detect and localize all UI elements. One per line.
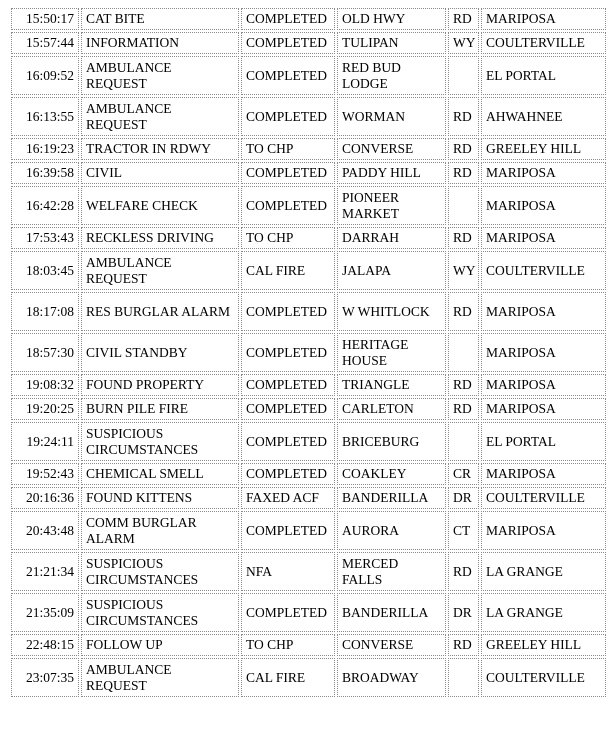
call-status: COMPLETED [241,422,335,461]
call-time: 21:21:34 [11,552,79,591]
call-status: TO CHP [241,138,335,160]
call-time: 23:07:35 [11,658,79,697]
call-type: BURN PILE FIRE [81,398,239,420]
table-row [11,487,606,509]
table-row [11,422,606,461]
call-street: BROADWAY [337,658,446,697]
call-street: CARLETON [337,398,446,420]
table-row [11,658,606,697]
call-type: WELFARE CHECK [81,186,239,225]
table-row [11,97,606,136]
call-type: AMBULANCE REQUEST [81,97,239,136]
call-type: CIVIL [81,162,239,184]
call-city: COULTERVILLE [481,487,606,509]
table-row [11,186,606,225]
call-street: CONVERSE [337,138,446,160]
table-row [11,162,606,184]
street-suffix: DR [448,593,479,632]
street-suffix: RD [448,97,479,136]
call-type: AMBULANCE REQUEST [81,56,239,95]
call-type: SUSPICIOUS CIRCUMSTANCES [81,422,239,461]
street-suffix: RD [448,398,479,420]
table-row [11,511,606,550]
street-suffix [448,658,479,697]
table-row [11,634,606,656]
street-suffix: RD [448,162,479,184]
call-status: COMPLETED [241,162,335,184]
call-time: 22:48:15 [11,634,79,656]
table-row [11,56,606,95]
call-status: COMPLETED [241,8,335,30]
call-city: MARIPOSA [481,227,606,249]
call-status: FAXED ACF [241,487,335,509]
call-time: 15:57:44 [11,32,79,54]
call-city: GREELEY HILL [481,634,606,656]
call-time: 16:42:28 [11,186,79,225]
call-city: MARIPOSA [481,463,606,485]
call-type: COMM BURGLAR ALARM [81,511,239,550]
call-city: COULTERVILLE [481,658,606,697]
call-status: COMPLETED [241,56,335,95]
call-type: RECKLESS DRIVING [81,227,239,249]
table-row [11,593,606,632]
table-row [11,463,606,485]
call-status: COMPLETED [241,463,335,485]
call-time: 16:13:55 [11,97,79,136]
call-street: BANDERILLA [337,487,446,509]
call-status: COMPLETED [241,593,335,632]
call-city: MARIPOSA [481,162,606,184]
call-street: AURORA [337,511,446,550]
call-type: TRACTOR IN RDWY [81,138,239,160]
table-row [11,227,606,249]
call-city: MARIPOSA [481,398,606,420]
call-type: CIVIL STANDBY [81,333,239,372]
call-street: OLD HWY [337,8,446,30]
street-suffix: RD [448,374,479,396]
call-street: BRICEBURG [337,422,446,461]
street-suffix: RD [448,552,479,591]
call-city: MARIPOSA [481,333,606,372]
call-street: BANDERILLA [337,593,446,632]
call-street: PADDY HILL [337,162,446,184]
table-row [11,32,606,54]
call-time: 19:52:43 [11,463,79,485]
call-city: MARIPOSA [481,374,606,396]
call-type: CAT BITE [81,8,239,30]
street-suffix: WY [448,32,479,54]
table-row [11,398,606,420]
call-city: COULTERVILLE [481,251,606,290]
street-suffix: RD [448,227,479,249]
street-suffix [448,333,479,372]
call-city: COULTERVILLE [481,32,606,54]
call-city: MARIPOSA [481,292,606,331]
street-suffix: WY [448,251,479,290]
call-time: 20:43:48 [11,511,79,550]
call-status: TO CHP [241,634,335,656]
call-street: RED BUD LODGE [337,56,446,95]
call-street: WORMAN [337,97,446,136]
call-city: MARIPOSA [481,186,606,225]
call-time: 16:09:52 [11,56,79,95]
call-type: CHEMICAL SMELL [81,463,239,485]
call-city: GREELEY HILL [481,138,606,160]
call-time: 17:53:43 [11,227,79,249]
call-street: MERCED FALLS [337,552,446,591]
call-type: AMBULANCE REQUEST [81,251,239,290]
call-log-body [11,8,606,697]
street-suffix: RD [448,138,479,160]
call-time: 16:19:23 [11,138,79,160]
call-street: CONVERSE [337,634,446,656]
call-city: EL PORTAL [481,56,606,95]
call-time: 16:39:58 [11,162,79,184]
call-log-table [9,6,608,699]
call-time: 18:03:45 [11,251,79,290]
call-status: COMPLETED [241,398,335,420]
table-row [11,333,606,372]
table-row [11,8,606,30]
call-type: SUSPICIOUS CIRCUMSTANCES [81,552,239,591]
street-suffix: CR [448,463,479,485]
call-type: FOLLOW UP [81,634,239,656]
call-street: TRIANGLE [337,374,446,396]
street-suffix [448,56,479,95]
call-status: COMPLETED [241,511,335,550]
call-status: COMPLETED [241,374,335,396]
call-street: W WHITLOCK [337,292,446,331]
call-time: 19:20:25 [11,398,79,420]
call-type: RES BURGLAR ALARM [81,292,239,331]
street-suffix: DR [448,487,479,509]
call-status: COMPLETED [241,186,335,225]
street-suffix: RD [448,634,479,656]
call-time: 19:08:32 [11,374,79,396]
call-status: COMPLETED [241,333,335,372]
call-street: PIONEER MARKET [337,186,446,225]
street-suffix: CT [448,511,479,550]
street-suffix [448,186,479,225]
call-street: HERITAGE HOUSE [337,333,446,372]
call-city: EL PORTAL [481,422,606,461]
street-suffix: RD [448,292,479,331]
call-type: INFORMATION [81,32,239,54]
call-street: TULIPAN [337,32,446,54]
call-status: CAL FIRE [241,251,335,290]
call-street: DARRAH [337,227,446,249]
call-time: 15:50:17 [11,8,79,30]
call-type: FOUND KITTENS [81,487,239,509]
table-row [11,552,606,591]
table-row [11,374,606,396]
table-row [11,292,606,331]
call-city: LA GRANGE [481,552,606,591]
call-status: CAL FIRE [241,658,335,697]
call-time: 19:24:11 [11,422,79,461]
call-city: MARIPOSA [481,8,606,30]
street-suffix [448,422,479,461]
call-type: AMBULANCE REQUEST [81,658,239,697]
call-city: MARIPOSA [481,511,606,550]
call-status: COMPLETED [241,32,335,54]
call-type: FOUND PROPERTY [81,374,239,396]
call-time: 21:35:09 [11,593,79,632]
call-status: NFA [241,552,335,591]
call-street: JALAPA [337,251,446,290]
call-time: 20:16:36 [11,487,79,509]
call-street: COAKLEY [337,463,446,485]
call-status: COMPLETED [241,292,335,331]
call-time: 18:17:08 [11,292,79,331]
call-type: SUSPICIOUS CIRCUMSTANCES [81,593,239,632]
call-status: COMPLETED [241,97,335,136]
call-status: TO CHP [241,227,335,249]
call-time: 18:57:30 [11,333,79,372]
table-row [11,251,606,290]
call-city: LA GRANGE [481,593,606,632]
call-city: AHWAHNEE [481,97,606,136]
table-row [11,138,606,160]
street-suffix: RD [448,8,479,30]
